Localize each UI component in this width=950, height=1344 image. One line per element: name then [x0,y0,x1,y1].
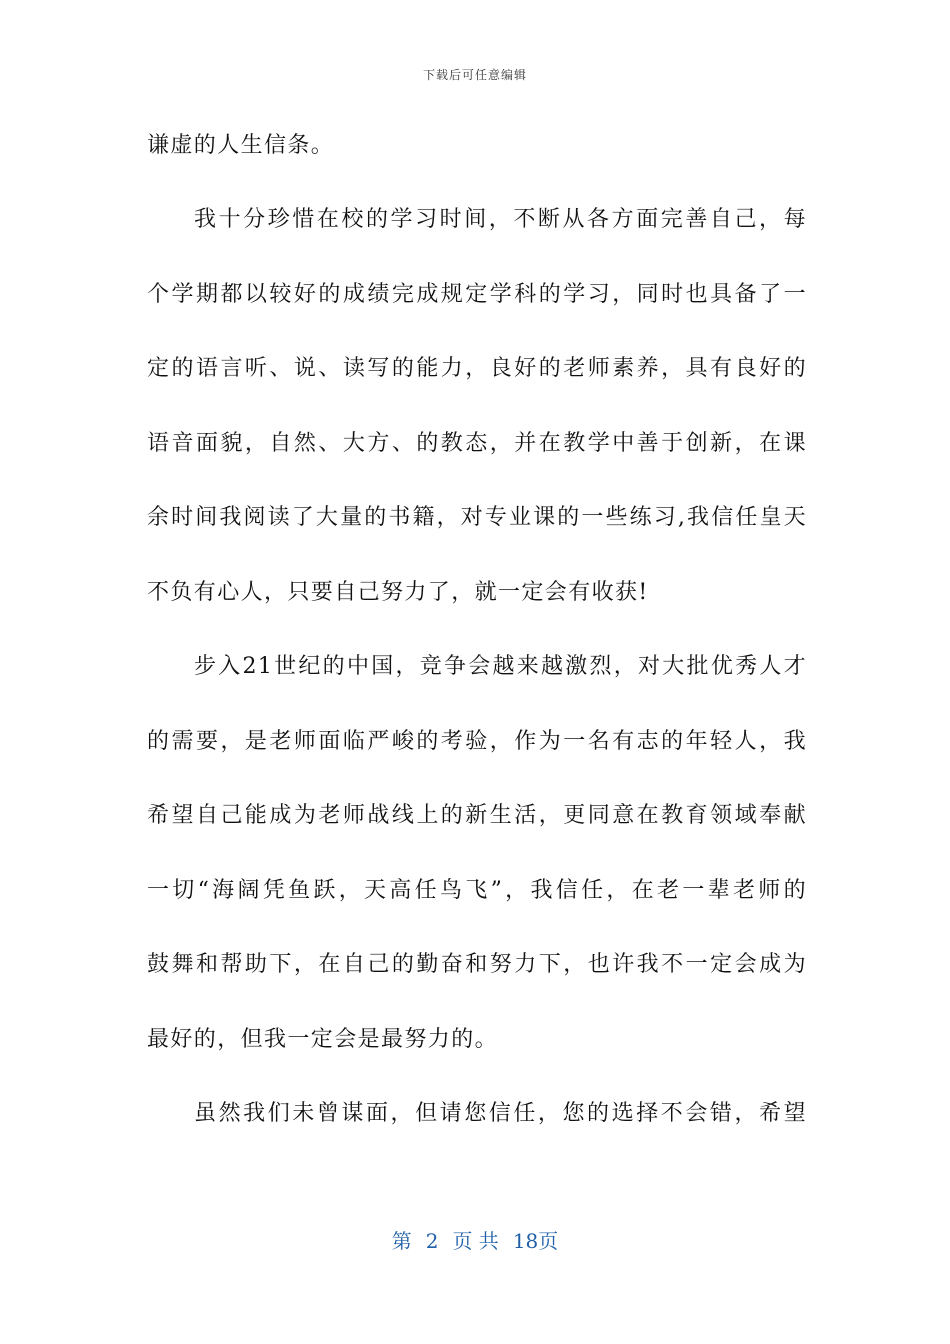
body-line: 步入21世纪的中国，竞争会越来越激烈，对大批优秀人才 [194,654,807,679]
body-line: 余时间我阅读了大量的书籍，对专业课的一些练习,我信任皇天 [147,505,807,530]
footer-prefix: 第 [391,1229,412,1253]
footer-suffix: 页 [538,1229,559,1253]
body-line: 鼓舞和帮助下，在自己的勤奋和努力下，也许我不一定会成为 [147,952,807,977]
body-line: 谦虚的人生信条。 [147,133,335,158]
body-line: 希望自己能成为老师战线上的新生活，更同意在教育领域奉献 [147,803,807,828]
footer-middle: 页 共 [452,1229,499,1253]
header-note: 下载后可任意编辑 [422,68,527,82]
footer-total: 18 [512,1229,539,1253]
body-line: 语音面貌，自然、大方、的教态，并在教学中善于创新，在课 [147,431,807,456]
body-line: 不负有心人，只要自己努力了，就一定会有收获! [147,580,649,605]
footer-page: 2 [425,1229,439,1253]
body-line: 的需要，是老师面临严峻的考验，作为一名有志的年轻人，我 [147,729,807,754]
body-line: 虽然我们未曾谋面，但请您信任，您的选择不会错，希望 [194,1101,807,1126]
page-number-footer [0,1225,950,1254]
body-line: 我十分珍惜在校的学习时间，不断从各方面完善自己，每 [194,207,807,232]
body-line: 个学期都以较好的成绩完成规定学科的学习，同时也具备了一 [147,282,807,307]
body-line: 定的语言听、说、读写的能力，良好的老师素养，具有良好的 [147,356,807,381]
body-line: 一切“海阔凭鱼跃，天高任鸟飞”，我信任，在老一辈老师的 [147,878,807,903]
body-line: 最好的，但我一定会是最努力的。 [147,1027,499,1052]
